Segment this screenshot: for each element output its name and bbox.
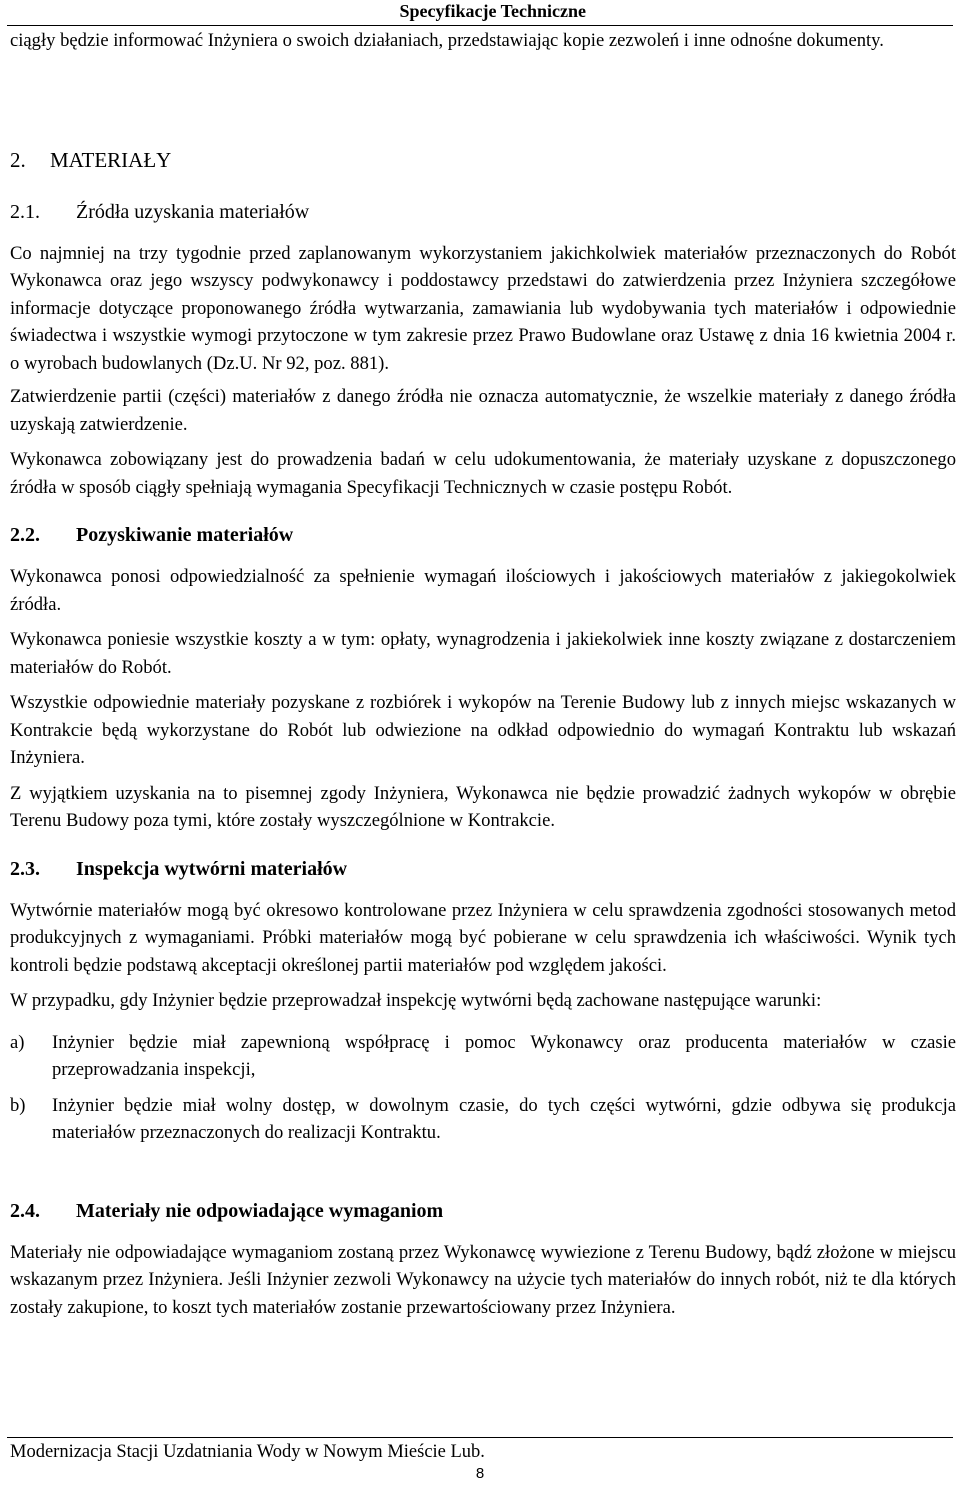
- page-number: 8: [475, 1465, 485, 1482]
- paragraph: Materiały nie odpowiadające wymaganiom zostaną przez Wykonawcę wywiezione z Terenu Budowy, bądź złożone w miejscu wskazanym przez Inżyniera. Jeśli Inżynier zezwoli Wykonawcy na użycie tych materiałów do innych robót, niż te dla których zostały zakupione, to koszt tych materiałów zostanie przewartościowany przez Inżyniera.: [10, 1241, 956, 1318]
- list-item-text: Inżynier będzie miał wolny dostęp, w dowolnym czasie, do tych części wytwórni, gdzie odbywa się produkcja materiałów przeznaczonych do realizacji Kontraktu.: [52, 1094, 956, 1143]
- subsection-number: 2.1.: [10, 200, 40, 223]
- intro-paragraph: ciągły będzie informować Inżyniera o swoich działaniach, przedstawiając kopie zezwoleń i inne odnośne dokumenty.: [10, 30, 884, 51]
- paragraph: Z wyjątkiem uzyskania na to pisemnej zgody Inżyniera, Wykonawca nie będzie prowadzić żadnych wykopów w obrębie Terenu Budowy poza tymi, które zostały wyszczególnione w Kontrakcie.: [10, 782, 956, 831]
- subsection-heading-2-1: [10, 198, 956, 226]
- section-heading-materialy: [10, 146, 956, 174]
- document-body: [10, 27, 956, 1321]
- paragraph: W przypadku, gdy Inżynier będzie przeprowadzał inspekcję wytwórni będą zachowane następujące warunki:: [10, 990, 822, 1011]
- subsection-heading-2-2: [10, 521, 956, 549]
- section-number: 2.: [10, 147, 26, 172]
- subsection-title: Materiały nie odpowiadające wymaganiom: [76, 1199, 444, 1222]
- paragraph: Wykonawca zobowiązany jest do prowadzenia badań w celu udokumentowania, że materiały uzyskane z dopuszczonego źródła w sposób ciągły spełniają wymagania Specyfikacji Technicznych w czasie postępu Robót.: [10, 449, 956, 498]
- paragraph: Zatwierdzenie partii (części) materiałów z danego źródła nie oznacza automatycznie, że wszelkie materiały z danego źródła uzyskają zatwierdzenie.: [10, 386, 956, 435]
- subsection-number: 2.3.: [10, 857, 40, 880]
- footer-divider: [7, 1437, 953, 1438]
- paragraph: Wytwórnie materiałów mogą być okresowo kontrolowane przez Inżyniera w celu sprawdzenia zgodności stosowanych metod produkcyjnych z wymaganiami. Próbki materiałów mogą być pobierane w celu sprawdzenia ich właściwości. Wynik tych kontroli będzie podstawą akceptacji określonej partii materiałów pod względem jakości.: [10, 899, 956, 976]
- paragraph: Co najmniej na trzy tygodnie przed zaplanowanym wykorzystaniem jakichkolwiek materiałów przeznaczonych do Robót Wykonawca oraz jego wszyscy podwykonawcy i poddostawcy przedstawi do zatwierdzenia przez Inżyniera szczegółowe informacje dotyczące proponowanego źródła wytwarzania, zamawiania lub wydobywania tych materiałów i odpowiednie świadectwa i wszystkie wymogi przytoczone w tym zakresie przez Prawo Budowlane oraz Ustawę z dnia 16 kwietnia 2004 r. o wyrobach budowlanych (Dz.U. Nr 92, poz. 881).: [10, 242, 956, 374]
- subsection-number: 2.4.: [10, 1199, 40, 1222]
- footer-text: Modernizacja Stacji Uzdatniania Wody w Nowym Mieście Lub.: [10, 1442, 485, 1462]
- list-marker: a): [10, 1031, 25, 1053]
- paragraph: Wykonawca ponosi odpowiedzialność za spełnienie wymagań ilościowych i jakościowych materiałów z jakiegokolwiek źródła.: [10, 566, 956, 615]
- list-marker: b): [10, 1094, 26, 1116]
- paragraph: Wszystkie odpowiednie materiały pozyskane z rozbiórek i wykopów na Terenie Budowy lub z innych miejsc wskazanych w Kontrakcie będą wykorzystane do Robót lub odwiezione na odkład odpowiednio do wymagań Kontraktu lub wskazań Inżyniera.: [10, 692, 956, 768]
- list-item: [10, 1029, 956, 1084]
- list-item: [10, 1092, 956, 1147]
- header-divider: [7, 25, 953, 26]
- subsection-heading-2-3: [10, 855, 956, 883]
- subsection-heading-2-4: [10, 1197, 956, 1225]
- paragraph: Wykonawca poniesie wszystkie koszty a w tym: opłaty, wynagrodzenia i jakiekolwiek inne koszty związane z dostarczeniem materiałów do Robót.: [10, 629, 956, 678]
- subsection-title: Inspekcja wytwórni materiałów: [76, 857, 348, 880]
- subsection-number: 2.2.: [10, 524, 40, 546]
- subsection-title: Pozyskiwanie materiałów: [76, 524, 294, 546]
- list-item-text: Inżynier będzie miał zapewnioną współpracę i pomoc Wykonawcy oraz producenta materiałów w czasie przeprowadzania inspekcji,: [52, 1031, 956, 1080]
- section-title: MATERIAŁY: [50, 147, 172, 172]
- page-header-title: Specyfikacje Techniczne: [399, 1, 586, 21]
- subsection-title: Źródła uzyskania materiałów: [76, 200, 310, 223]
